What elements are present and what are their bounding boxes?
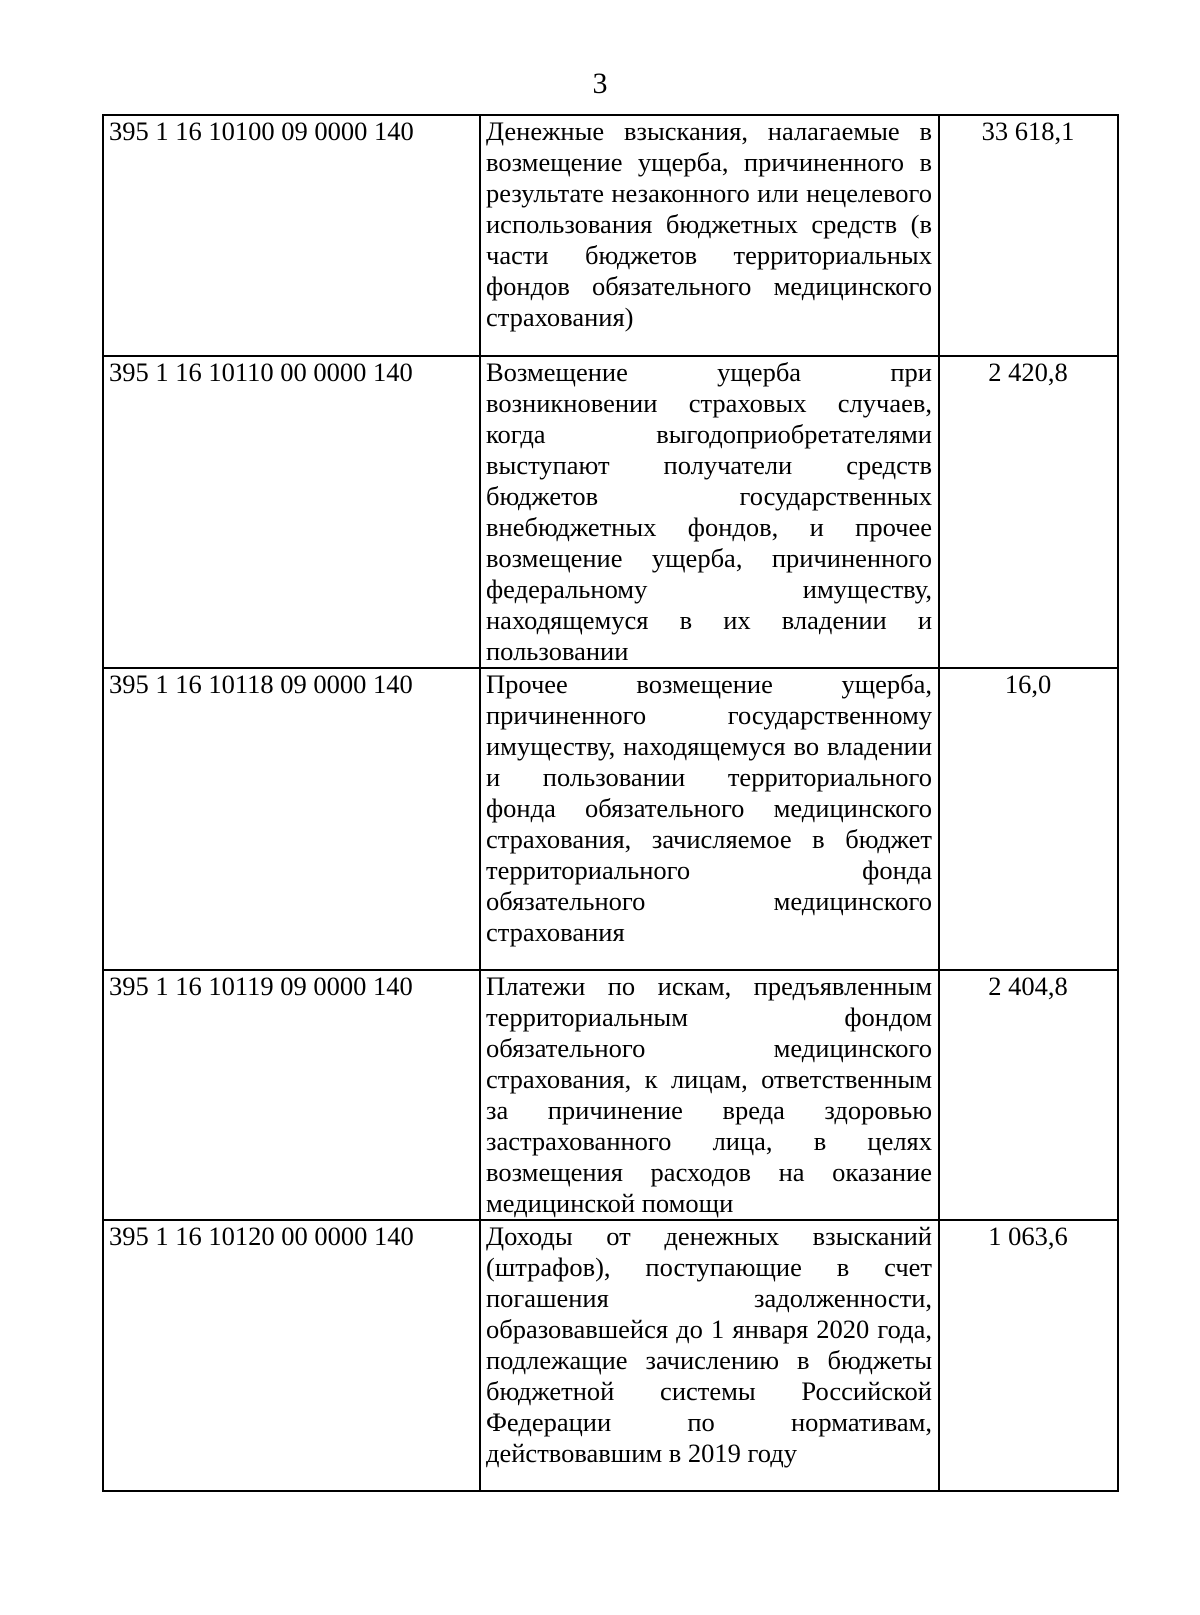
amount-cell: 33 618,1	[939, 115, 1118, 356]
budget-code-cell: 395 1 16 10110 00 0000 140	[103, 356, 480, 668]
income-name-cell: Денежные взыскания, налагаемые в возмещение ущерба, причиненного в результате незаконного или нецелевого использования бюджетных средств (в части бюджетов территориальных фондов обязательного медицинского страхования)	[480, 115, 939, 356]
budget-code-cell: 395 1 16 10100 09 0000 140	[103, 115, 480, 356]
amount-cell: 1 063,6	[939, 1220, 1118, 1491]
budget-code-cell: 395 1 16 10119 09 0000 140	[103, 970, 480, 1220]
budget-code-cell: 395 1 16 10118 09 0000 140	[103, 668, 480, 970]
income-name-cell: Прочее возмещение ущерба, причиненного государственному имуществу, находящемуся во владении и пользовании территориального фонда обязательного медицинского страхования, зачисляемое в бюджет территориального фонда обязательного медицинского страхования	[480, 668, 939, 970]
table-row	[103, 668, 1118, 970]
table-row	[103, 1220, 1118, 1491]
amount-cell: 2 404,8	[939, 970, 1118, 1220]
income-name-cell: Доходы от денежных взысканий (штрафов), поступающие в счет погашения задолженности, образовавшейся до 1 января 2020 года, подлежащие зачислению в бюджеты бюджетной системы Российской Федерации по нормативам, действовавшим в 2019 году	[480, 1220, 939, 1491]
budget-code-cell: 395 1 16 10120 00 0000 140	[103, 1220, 480, 1491]
page-number: 3	[592, 67, 608, 100]
table-row	[103, 970, 1118, 1220]
income-name-cell: Возмещение ущерба при возникновении страховых случаев, когда выгодоприобретателями выступают получатели средств бюджетов государственных внебюджетных фондов, и прочее возмещение ущерба, причиненного федеральному имуществу, находящемуся в их владении и пользовании	[480, 356, 939, 668]
table-row	[103, 115, 1118, 356]
table-row	[103, 356, 1118, 668]
budget-income-table	[102, 114, 1119, 1492]
amount-cell: 2 420,8	[939, 356, 1118, 668]
amount-cell: 16,0	[939, 668, 1118, 970]
income-name-cell: Платежи по искам, предъявленным территориальным фондом обязательного медицинского страхования, к лицам, ответственным за причинение вреда здоровью застрахованного лица, в целях возмещения расходов на оказание медицинской помощи	[480, 970, 939, 1220]
